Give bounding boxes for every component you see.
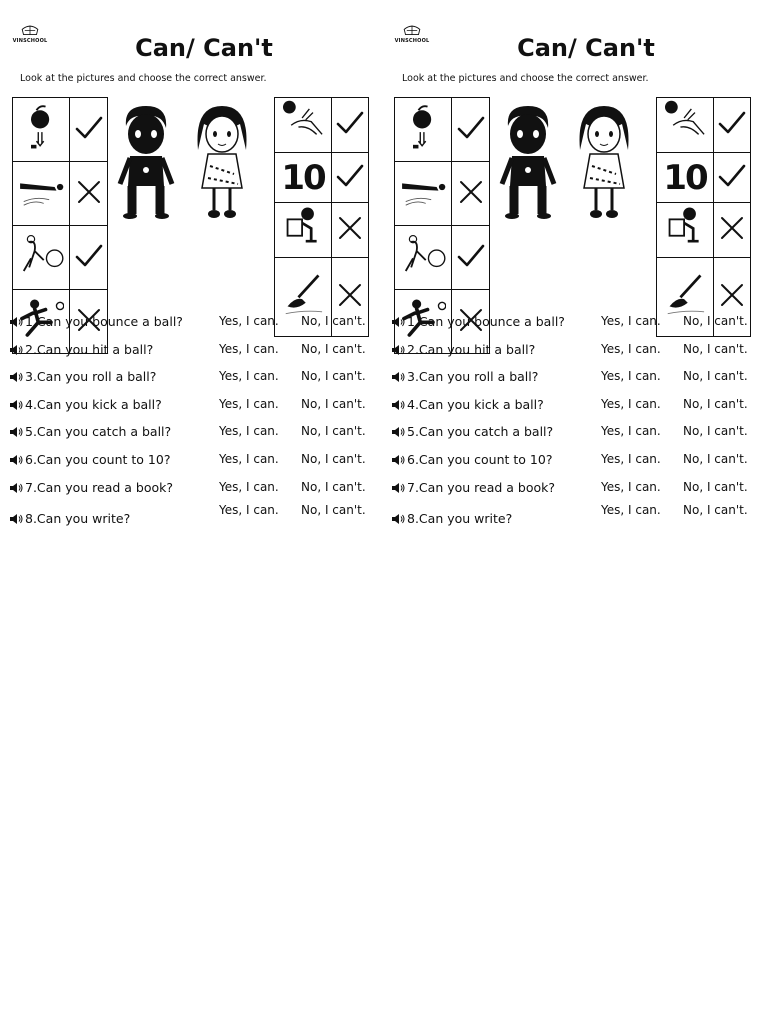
question-row [391, 369, 756, 397]
question-text: 6.Can you count to 10? [407, 451, 553, 467]
speaker-icon[interactable] [9, 316, 23, 328]
answer-yes[interactable]: Yes, I can. [219, 369, 279, 384]
worksheet-title: Can/ Can't [517, 34, 655, 62]
question-text: 7.Can you read a book? [25, 479, 174, 495]
question-row [391, 397, 756, 425]
question-text: 8.Can you write? [25, 511, 131, 527]
question-text: 6.Can you count to 10? [25, 451, 171, 467]
hit-ball-icon [13, 162, 70, 226]
count-ten-text: 10 [281, 157, 325, 198]
question-list [9, 314, 374, 535]
answer-yes[interactable]: Yes, I can. [601, 479, 661, 494]
question-text: 7.Can you read a book? [407, 479, 556, 495]
speaker-icon[interactable] [391, 513, 405, 525]
cross-icon [70, 162, 108, 226]
right-picture-grid [656, 97, 751, 337]
answer-yes[interactable]: Yes, I can. [601, 314, 661, 328]
count-ten-icon [657, 153, 714, 203]
answer-yes[interactable]: Yes, I can. [219, 396, 279, 411]
question-row [391, 452, 756, 480]
worksheet-right [386, 14, 756, 529]
check-icon [332, 98, 369, 153]
answer-yes[interactable]: Yes, I can. [219, 479, 279, 494]
instruction-text: Look at the pictures and choose the correct answer. [20, 73, 267, 84]
logo-text: VINSCHOOL [394, 38, 430, 44]
girl-illustration [574, 104, 634, 224]
speaker-icon[interactable] [391, 316, 405, 328]
count-ten-icon [275, 153, 332, 203]
question-text: 5.Can you catch a ball? [407, 424, 554, 440]
read-book-icon [657, 203, 714, 258]
question-text: 4.Can you kick a ball? [25, 396, 162, 412]
question-text: 5.Can you catch a ball? [25, 424, 172, 440]
check-icon [452, 226, 490, 290]
answer-no[interactable]: No, I can't. [683, 479, 748, 494]
answer-no[interactable]: No, I can't. [301, 503, 366, 518]
answer-yes[interactable]: Yes, I can. [219, 451, 279, 466]
question-row [9, 452, 374, 480]
read-book-icon [275, 203, 332, 258]
answer-yes[interactable]: Yes, I can. [601, 396, 661, 411]
answer-no[interactable]: No, I can't. [683, 503, 748, 518]
speaker-icon[interactable] [391, 426, 405, 438]
question-text: 3.Can you roll a ball? [407, 369, 539, 385]
answer-no[interactable]: No, I can't. [301, 341, 366, 356]
question-text: 4.Can you kick a ball? [407, 396, 544, 412]
worksheet-left [4, 14, 374, 529]
speaker-icon[interactable] [9, 344, 23, 356]
speaker-icon[interactable] [9, 371, 23, 383]
answer-no[interactable]: No, I can't. [301, 451, 366, 466]
speaker-icon[interactable] [391, 371, 405, 383]
answer-no[interactable]: No, I can't. [683, 396, 748, 411]
hit-ball-icon [395, 162, 452, 226]
check-icon [714, 98, 751, 153]
answer-no[interactable]: No, I can't. [301, 314, 366, 328]
answer-no[interactable]: No, I can't. [301, 479, 366, 494]
question-row [9, 342, 374, 370]
check-icon [70, 226, 108, 290]
question-text: 8.Can you write? [407, 511, 513, 527]
answer-yes[interactable]: Yes, I can. [219, 341, 279, 356]
question-text: 1.Can you bounce a ball? [25, 314, 183, 329]
speaker-icon[interactable] [9, 399, 23, 411]
boy-illustration [498, 104, 558, 224]
catch-ball-icon [657, 98, 714, 153]
cross-icon [714, 203, 751, 258]
worksheet-title: Can/ Can't [135, 34, 273, 62]
answer-no[interactable]: No, I can't. [683, 424, 748, 439]
boy-illustration [116, 104, 176, 224]
right-picture-grid [274, 97, 369, 337]
question-row [391, 503, 756, 535]
question-text: 2.Can you hit a ball? [407, 341, 536, 357]
answer-no[interactable]: No, I can't. [683, 451, 748, 466]
answer-yes[interactable]: Yes, I can. [601, 369, 661, 384]
question-row [9, 397, 374, 425]
speaker-icon[interactable] [391, 454, 405, 466]
check-icon [332, 153, 369, 203]
answer-yes[interactable]: Yes, I can. [601, 503, 661, 518]
answer-no[interactable]: No, I can't. [301, 369, 366, 384]
speaker-icon[interactable] [9, 426, 23, 438]
answer-yes[interactable]: Yes, I can. [601, 451, 661, 466]
answer-no[interactable]: No, I can't. [301, 396, 366, 411]
speaker-icon[interactable] [9, 454, 23, 466]
check-icon [70, 98, 108, 162]
question-text: 2.Can you hit a ball? [25, 341, 154, 357]
question-text: 3.Can you roll a ball? [25, 369, 157, 385]
speaker-icon[interactable] [9, 482, 23, 494]
bounce-ball-icon [395, 98, 452, 162]
roll-ball-icon [395, 226, 452, 290]
answer-no[interactable]: No, I can't. [683, 369, 748, 384]
answer-no[interactable]: No, I can't. [683, 314, 748, 328]
speaker-icon[interactable] [391, 482, 405, 494]
answer-no[interactable]: No, I can't. [301, 424, 366, 439]
count-ten-text: 10 [663, 157, 707, 198]
instruction-text: Look at the pictures and choose the correct answer. [402, 73, 649, 84]
girl-illustration [192, 104, 252, 224]
speaker-icon[interactable] [9, 513, 23, 525]
catch-ball-icon [275, 98, 332, 153]
answer-no[interactable]: No, I can't. [683, 341, 748, 356]
roll-ball-icon [13, 226, 70, 290]
bounce-ball-icon [13, 98, 70, 162]
question-row [9, 424, 374, 452]
question-row [391, 314, 756, 342]
question-list [391, 314, 756, 535]
answer-yes[interactable]: Yes, I can. [219, 314, 279, 328]
answer-yes[interactable]: Yes, I can. [601, 424, 661, 439]
question-text: 1.Can you bounce a ball? [407, 314, 565, 329]
speaker-icon[interactable] [391, 399, 405, 411]
answer-yes[interactable]: Yes, I can. [219, 424, 279, 439]
check-icon [452, 98, 490, 162]
question-row [391, 342, 756, 370]
question-row [391, 424, 756, 452]
cross-icon [332, 203, 369, 258]
check-icon [714, 153, 751, 203]
question-row [9, 314, 374, 342]
question-row [9, 503, 374, 535]
cross-icon [452, 162, 490, 226]
logo-text: VINSCHOOL [12, 38, 48, 44]
answer-yes[interactable]: Yes, I can. [219, 503, 279, 518]
speaker-icon[interactable] [391, 344, 405, 356]
question-row [9, 369, 374, 397]
answer-yes[interactable]: Yes, I can. [601, 341, 661, 356]
